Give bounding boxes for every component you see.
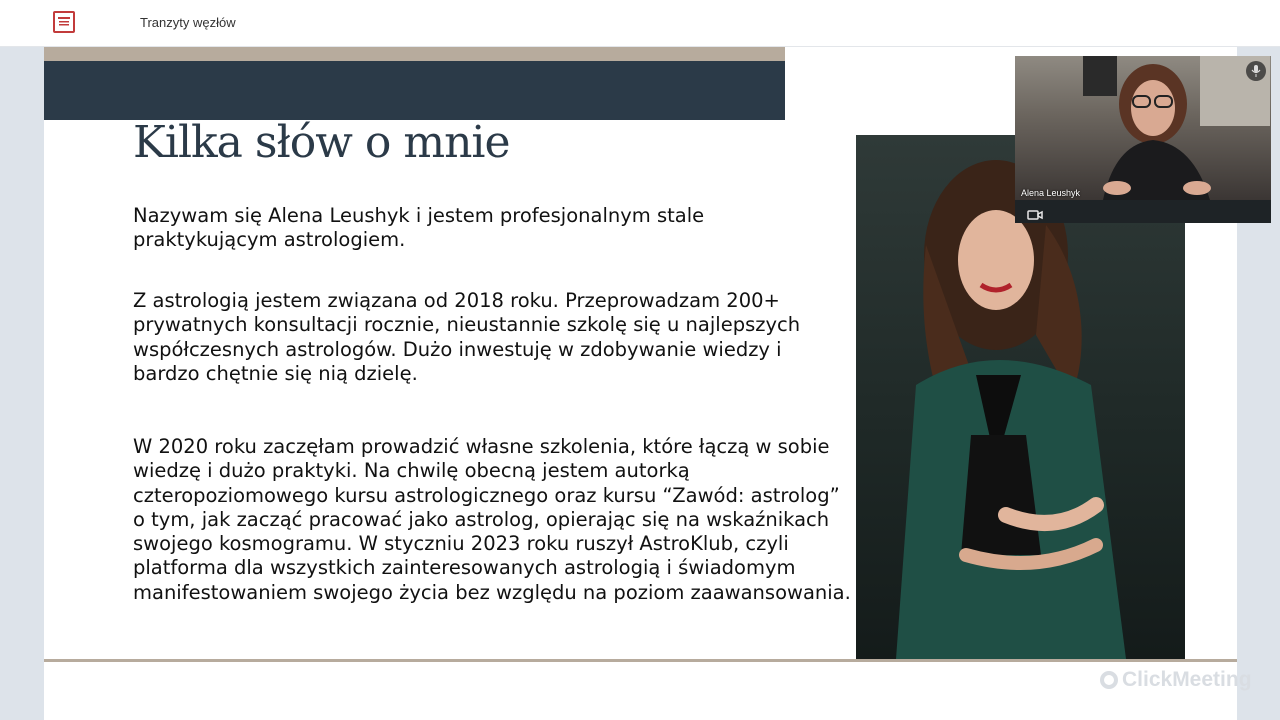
- event-title: Tranzyty węzłów: [140, 15, 236, 30]
- watermark-text: ClickMeeting: [1122, 668, 1252, 691]
- top-bar: [0, 0, 1280, 47]
- calendar-logo-icon[interactable]: [53, 11, 75, 33]
- video-camera-icon[interactable]: [1027, 206, 1043, 218]
- slide-paragraph-1: Nazywam się Alena Leushyk i jestem profesjonalnym stale praktykującym astrologiem.: [133, 204, 705, 252]
- participant-name: Alena Leushyk: [1021, 188, 1081, 198]
- clickmeeting-logo-icon: [1100, 671, 1118, 689]
- slide-top-accent: [44, 47, 785, 61]
- participant-video-feed: [1015, 56, 1271, 200]
- clickmeeting-watermark: [1100, 668, 1252, 692]
- slide-title: Kilka słów o mnie: [133, 117, 510, 168]
- video-tile-footer: [1015, 200, 1271, 223]
- slide-bottom-rule: [44, 659, 1237, 662]
- slide-paragraph-3: W 2020 roku zaczęłam prowadzić własne szkolenia, które łączą w sobie wiedzę i dużo praktyki. Na chwilę obecną jestem autorką czteropoziomowego kursu astrologicznego oraz kursu “Zawód: astrolog” o tym, jak zacząć pracować jako astrolog, opierając się na wskaźnikach swojego kosmogramu. W styczniu 2023 roku ruszył AstroKlub, czyli platforma dla wszystkich zainteresowanych astrologią i świadomym manifestowaniem swojego życia bez względu na poziom zaawansowania.: [133, 435, 851, 604]
- microphone-icon[interactable]: [1246, 61, 1266, 81]
- slide-header-band: [44, 61, 785, 120]
- slide-paragraph-2: Z astrologią jestem związana od 2018 roku. Przeprowadzam 200+ prywatnych konsultacji rocznie, nieustannie szkolę się u najlepszych współczesnych astrologów. Dużo inwestuję w zdobywanie wiedzy i bardzo chętnie się nią dzielę.: [133, 289, 801, 385]
- participant-video-tile[interactable]: [1015, 56, 1271, 223]
